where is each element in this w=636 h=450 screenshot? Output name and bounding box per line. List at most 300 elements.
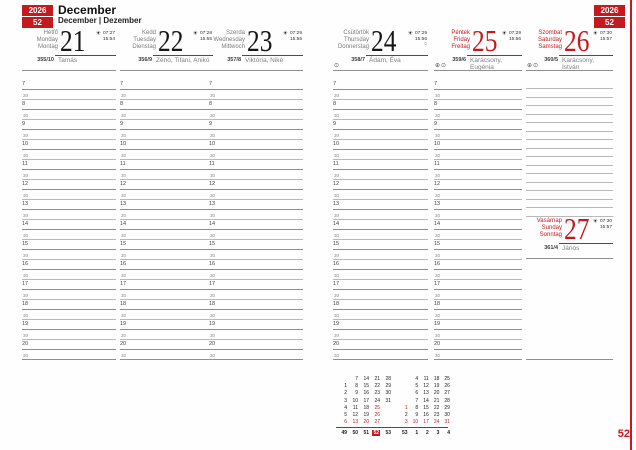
mini-day-cell: 7 <box>415 397 419 404</box>
name-day: Zénó, Tifani, Anikó <box>156 57 210 64</box>
hour-line <box>333 289 428 290</box>
mini-day-cell: 21 <box>433 397 440 404</box>
hour-label: 19 <box>333 321 340 327</box>
day-of-year: 360/5 <box>544 57 558 63</box>
half-hour-line <box>22 219 116 220</box>
half-hour-label: 30 <box>334 153 340 158</box>
sun-icon: ☀ <box>592 31 598 37</box>
mini-month-row <box>397 383 450 390</box>
half-hour-line <box>333 339 428 340</box>
half-hour-label: 30 <box>121 333 127 338</box>
hour-line <box>209 269 303 270</box>
name-day: Karácsony, István <box>562 57 595 71</box>
mini-month-row <box>336 390 391 397</box>
mini-month-row <box>336 412 391 419</box>
half-hour-label: 30 <box>121 313 127 318</box>
day-names <box>209 30 245 51</box>
hour-label: 7 <box>120 81 124 87</box>
half-hour-label: 30 <box>23 93 29 98</box>
mini-day-cell: 23 <box>374 390 380 397</box>
day-names <box>434 30 470 51</box>
hour-line <box>333 229 428 230</box>
hour-line <box>209 309 303 310</box>
saturday-line <box>526 139 613 140</box>
half-hour-label: 30 <box>435 213 441 218</box>
half-hour-label: 30 <box>334 233 340 238</box>
hour-line <box>434 309 522 310</box>
free-line <box>333 70 428 71</box>
week-number-cell <box>408 429 419 437</box>
mini-day-cell <box>397 383 408 390</box>
hour-label: 20 <box>434 341 441 347</box>
hour-line <box>22 189 116 190</box>
mini-month-row <box>336 405 391 412</box>
day-header-underline <box>559 243 613 244</box>
hour-label: 10 <box>22 141 29 147</box>
bottom-line <box>22 359 116 360</box>
hour-line <box>209 229 303 230</box>
half-hour-label: 30 <box>435 133 441 138</box>
hour-line <box>434 269 522 270</box>
half-hour-label: 30 <box>435 253 441 258</box>
sun-icon: ☀ <box>501 31 507 37</box>
saturday-line <box>526 122 613 123</box>
name-day: János <box>562 245 580 252</box>
day-name-line: Sonntag <box>539 232 562 238</box>
free-line <box>209 70 303 71</box>
half-hour-line <box>333 319 428 320</box>
week-badge-right: 52 <box>594 17 625 28</box>
sun-info <box>408 31 427 48</box>
hour-line <box>434 289 522 290</box>
mini-day-cell: 6 <box>344 419 347 426</box>
mini-day-cell: 2 <box>344 390 347 397</box>
mini-day-cell: 26 <box>374 411 380 418</box>
mini-month-row <box>397 419 450 426</box>
page-edge-marker <box>630 0 632 450</box>
day-number: 26 <box>564 23 590 58</box>
half-hour-line <box>209 279 303 280</box>
half-hour-line <box>434 239 522 240</box>
free-line <box>526 70 613 71</box>
half-hour-label: 30 <box>23 113 29 118</box>
week-number: 1 <box>415 430 419 436</box>
half-hour-line <box>120 179 213 180</box>
half-hour-label: 30 <box>121 233 127 238</box>
mini-day-cell <box>336 376 347 383</box>
sunrise-time: 07:29 <box>414 31 427 36</box>
week-number: 50 <box>352 430 358 436</box>
hour-label: 15 <box>434 241 441 247</box>
hour-label: 11 <box>22 161 28 167</box>
hour-line <box>209 249 303 250</box>
hour-line <box>333 189 428 190</box>
mini-day-cell: 3 <box>344 397 347 404</box>
mini-day-cell: 25 <box>374 404 380 411</box>
mini-day-cell: 4 <box>344 404 347 411</box>
week-number: 49 <box>341 430 347 436</box>
hour-line <box>22 209 116 210</box>
mini-day-cell: 20 <box>433 390 440 397</box>
year-badge-left: 2026 <box>22 5 53 16</box>
day-number: 22 <box>158 23 184 58</box>
hour-line <box>120 109 213 110</box>
hour-label: 15 <box>209 241 216 247</box>
half-hour-line <box>120 199 213 200</box>
day-name-line: Vasárnap <box>536 218 562 224</box>
day-column-23 <box>209 23 303 362</box>
mini-day-cell: 31 <box>444 419 450 426</box>
half-hour-line <box>333 159 428 160</box>
day-number: 24 <box>371 23 397 58</box>
mini-month-row <box>336 376 391 383</box>
hour-line <box>22 129 116 130</box>
half-hour-label: 30 <box>435 153 441 158</box>
day-name-line: Csütörtök <box>343 30 369 36</box>
hour-label: 19 <box>209 321 216 327</box>
bottom-line <box>209 359 303 360</box>
saturday-line <box>526 114 613 115</box>
day-of-year: 358/7 <box>351 57 365 63</box>
week-number-cell <box>358 429 369 437</box>
page-number: 52 <box>617 428 630 440</box>
week-number: 4 <box>447 430 450 436</box>
hour-label: 15 <box>333 241 340 247</box>
mini-day-cell: 18 <box>433 376 440 382</box>
mini-day-cell: 30 <box>385 390 391 397</box>
mini-day-cell <box>397 390 408 397</box>
half-hour-line <box>333 99 428 100</box>
day-name-line: Szombat <box>538 30 562 36</box>
mini-day-cell: 24 <box>374 397 380 404</box>
day-name-line: Mittwoch <box>221 44 245 50</box>
hour-label: 19 <box>434 321 441 327</box>
hour-label: 14 <box>22 221 29 227</box>
hour-line <box>209 349 303 350</box>
half-hour-label: 30 <box>210 253 216 258</box>
day-column-22 <box>120 23 216 362</box>
saturday-line <box>526 182 613 183</box>
mini-day-cell: 9 <box>415 411 419 418</box>
week-number-cell <box>347 429 358 437</box>
name-day: Karácsony, Eugénia <box>470 57 503 71</box>
sun-times <box>509 31 521 42</box>
mini-day-cell <box>397 376 408 383</box>
half-hour-line <box>22 299 116 300</box>
hour-label: 15 <box>22 241 29 247</box>
day-name-line: Friday <box>453 37 470 43</box>
half-hour-label: 30 <box>435 173 441 178</box>
mini-day-cell: 3 <box>404 419 408 426</box>
hour-label: 20 <box>120 341 127 347</box>
day-header-underline <box>153 55 213 56</box>
sun-info <box>283 31 302 42</box>
hour-line <box>209 89 303 90</box>
half-hour-line <box>120 259 213 260</box>
day-name-line: Sunday <box>541 225 562 231</box>
hour-line <box>434 109 522 110</box>
day-of-year: 359/6 <box>452 57 466 63</box>
mini-day-cell: 19 <box>363 411 369 418</box>
mini-week-numbers <box>336 429 391 437</box>
mini-day-cell: 13 <box>352 419 358 426</box>
half-hour-label: 30 <box>210 233 216 238</box>
hour-line <box>120 89 213 90</box>
hour-line <box>434 229 522 230</box>
half-hour-label: 30 <box>334 213 340 218</box>
hour-label: 9 <box>120 121 124 127</box>
mini-day-cell: 26 <box>444 383 450 390</box>
half-hour-label: 30 <box>210 193 216 198</box>
day-header-underline <box>242 55 303 56</box>
sunday-line <box>526 258 613 259</box>
mini-day-cell: 17 <box>363 397 369 404</box>
day-names <box>526 218 562 239</box>
hour-line <box>120 269 213 270</box>
half-hour-line <box>434 259 522 260</box>
hour-line <box>22 89 116 90</box>
saturday-line <box>526 190 613 191</box>
half-hour-line <box>120 159 213 160</box>
hour-line <box>120 189 213 190</box>
hour-label: 8 <box>120 101 124 107</box>
mini-month-row <box>397 405 450 412</box>
mini-day-cell: 29 <box>385 383 391 390</box>
name-day: Viktória, Niké <box>245 57 284 64</box>
half-hour-line <box>333 299 428 300</box>
astro-symbols: ⊕⊙ <box>435 63 448 69</box>
half-hour-label: 30 <box>210 293 216 298</box>
week-number: 2 <box>426 430 429 436</box>
mini-day-cell: 22 <box>433 404 440 411</box>
mini-day-cell: 15 <box>363 383 369 390</box>
name-day: Tamás <box>58 57 78 64</box>
hour-label: 12 <box>209 181 216 187</box>
half-hour-line <box>120 239 213 240</box>
hour-label: 16 <box>434 261 441 267</box>
mini-day-cell: 28 <box>444 397 450 404</box>
half-hour-label: 30 <box>435 313 441 318</box>
hour-line <box>22 149 116 150</box>
mini-day-cell: 29 <box>444 404 450 411</box>
hour-label: 11 <box>209 161 215 167</box>
half-hour-label: 30 <box>435 93 441 98</box>
sun-icon: ☀ <box>95 31 101 37</box>
hour-line <box>434 329 522 330</box>
free-line <box>434 70 522 71</box>
mini-month-row <box>336 398 391 405</box>
half-hour-line <box>434 119 522 120</box>
half-hour-label: 30 <box>121 213 127 218</box>
sun-info <box>96 31 115 42</box>
mini-day-cell: 13 <box>423 390 429 397</box>
half-hour-label: 30 <box>121 353 127 358</box>
mini-month-calendar <box>336 376 450 438</box>
week-number: 3 <box>436 430 440 436</box>
sunset-time: 15:55 <box>199 36 212 42</box>
sun-icon: ☀ <box>192 31 198 37</box>
half-hour-label: 30 <box>210 113 216 118</box>
month-title: December <box>58 3 117 17</box>
free-line <box>120 70 213 71</box>
half-hour-line <box>333 259 428 260</box>
hour-label: 7 <box>333 81 337 87</box>
sun-times <box>600 219 612 230</box>
mini-day-cell: 5 <box>344 411 347 418</box>
day-name-line: Monday <box>36 37 58 43</box>
half-hour-line <box>22 139 116 140</box>
saturday-line <box>526 148 613 149</box>
week-number: 51 <box>363 430 369 436</box>
mini-day-cell: 6 <box>415 390 419 397</box>
hour-label: 10 <box>209 141 216 147</box>
sun-times <box>290 31 302 42</box>
year-badge-right: 2026 <box>594 5 625 16</box>
day-header-underline <box>55 55 116 56</box>
mini-day-cell: 9 <box>355 390 358 397</box>
hour-label: 14 <box>434 221 441 227</box>
hour-label: 18 <box>209 301 216 307</box>
half-hour-label: 30 <box>23 173 29 178</box>
hour-line <box>333 329 428 330</box>
half-hour-line <box>22 119 116 120</box>
hour-line <box>434 129 522 130</box>
half-hour-label: 30 <box>23 253 29 258</box>
week-number: 53 <box>402 430 408 436</box>
half-hour-label: 30 <box>210 213 216 218</box>
hour-label: 7 <box>209 81 213 87</box>
saturday-line <box>526 207 613 208</box>
half-hour-line <box>120 219 213 220</box>
half-hour-label: 30 <box>210 333 216 338</box>
hour-label: 9 <box>22 121 26 127</box>
hour-line <box>120 349 213 350</box>
hour-line <box>22 249 116 250</box>
day-column-21 <box>22 23 116 362</box>
half-hour-label: 30 <box>334 293 340 298</box>
hour-label: 12 <box>434 181 441 187</box>
hour-label: 16 <box>209 261 216 267</box>
hour-label: 18 <box>22 301 29 307</box>
mini-month-row <box>397 412 450 419</box>
mini-day-cell: 27 <box>444 390 450 397</box>
hour-line <box>120 149 213 150</box>
hour-label: 18 <box>333 301 340 307</box>
half-hour-label: 30 <box>121 113 127 118</box>
day-number: 25 <box>472 23 498 58</box>
sunrise-time: 07:29 <box>508 31 521 36</box>
half-hour-line <box>209 99 303 100</box>
half-hour-line <box>209 159 303 160</box>
hour-line <box>434 349 522 350</box>
day-name-line: Tuesday <box>133 37 156 43</box>
half-hour-label: 30 <box>334 333 340 338</box>
saturday-line <box>526 156 613 157</box>
sun-times <box>600 31 612 42</box>
half-hour-line <box>434 199 522 200</box>
half-hour-label: 30 <box>435 333 441 338</box>
hour-label: 13 <box>434 201 441 207</box>
hour-line <box>434 89 522 90</box>
half-hour-label: 30 <box>210 353 216 358</box>
half-hour-line <box>209 319 303 320</box>
half-hour-label: 30 <box>23 293 29 298</box>
hour-label: 13 <box>333 201 340 207</box>
hour-line <box>120 209 213 210</box>
half-hour-line <box>333 199 428 200</box>
half-hour-line <box>120 279 213 280</box>
mini-day-cell: 8 <box>415 404 419 411</box>
mini-day-cell: 16 <box>423 411 429 418</box>
mini-day-cell: 19 <box>433 383 440 390</box>
saturday-line <box>526 165 613 166</box>
half-hour-label: 30 <box>334 273 340 278</box>
half-hour-line <box>209 139 303 140</box>
half-hour-label: 30 <box>23 213 29 218</box>
half-hour-label: 30 <box>23 193 29 198</box>
half-hour-label: 30 <box>334 113 340 118</box>
hour-line <box>22 109 116 110</box>
half-hour-label: 30 <box>210 313 216 318</box>
mini-month-grid <box>397 376 450 426</box>
half-hour-line <box>434 339 522 340</box>
half-hour-line <box>120 299 213 300</box>
half-hour-line <box>209 299 303 300</box>
mini-day-cell: 4 <box>415 376 419 382</box>
mini-day-cell: 14 <box>423 397 429 404</box>
day-of-year: 355/10 <box>37 57 54 63</box>
hour-label: 18 <box>120 301 127 307</box>
saturday-line <box>526 199 613 200</box>
half-hour-line <box>22 339 116 340</box>
hour-label: 12 <box>22 181 29 187</box>
hour-line <box>120 129 213 130</box>
hour-line <box>120 329 213 330</box>
mini-day-cell: 5 <box>415 383 419 390</box>
day-name-line: Kedd <box>141 30 156 36</box>
half-hour-label: 30 <box>121 93 127 98</box>
half-hour-label: 30 <box>210 153 216 158</box>
hour-line <box>333 129 428 130</box>
day-of-year: 356/9 <box>138 57 152 63</box>
hour-label: 11 <box>333 161 339 167</box>
half-hour-label: 30 <box>121 293 127 298</box>
hour-line <box>209 209 303 210</box>
hour-line <box>22 349 116 350</box>
half-hour-label: 30 <box>23 333 29 338</box>
half-hour-label: 30 <box>210 173 216 178</box>
hour-line <box>120 169 213 170</box>
hour-label: 8 <box>209 101 213 107</box>
half-hour-line <box>434 99 522 100</box>
sunset-time: 15:57 <box>599 36 612 42</box>
mini-day-cell: 23 <box>433 411 440 418</box>
half-hour-label: 30 <box>435 273 441 278</box>
day-column-26 <box>526 23 613 362</box>
hour-label: 9 <box>434 121 438 127</box>
hour-line <box>333 209 428 210</box>
hour-label: 17 <box>333 281 340 287</box>
hour-line <box>22 329 116 330</box>
half-hour-line <box>333 139 428 140</box>
mini-day-cell: 1 <box>404 404 408 411</box>
half-hour-line <box>434 139 522 140</box>
hour-label: 14 <box>120 221 127 227</box>
day-name-line: Dienstag <box>132 44 156 50</box>
astro-symbols: ⊕⊙ <box>527 63 540 69</box>
sun-times <box>103 31 115 42</box>
half-hour-label: 30 <box>121 133 127 138</box>
